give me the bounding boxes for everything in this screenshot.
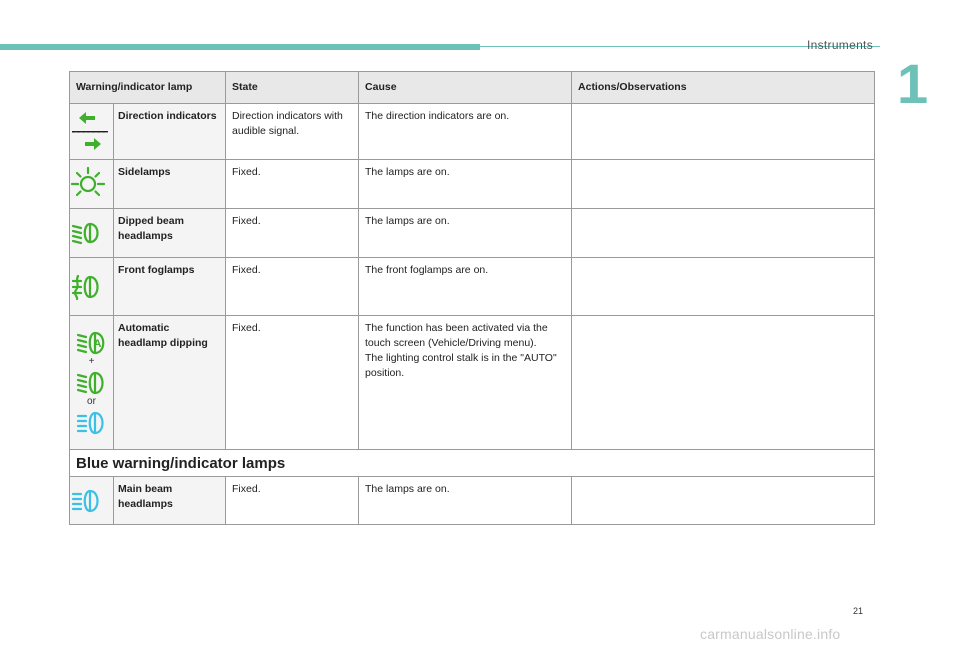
column-header-cause: Cause <box>359 72 572 104</box>
icon-separator-plus: + <box>88 355 95 367</box>
header-accent-bar <box>0 44 480 50</box>
indicator-lamps-table <box>69 71 875 525</box>
lamp-state: Fixed. <box>226 209 359 258</box>
column-header-lamp: Warning/indicator lamp <box>70 72 226 104</box>
group-heading-row <box>70 450 875 477</box>
lamp-name: Front foglamps <box>114 258 226 316</box>
dipped-beam-icon <box>70 221 113 245</box>
table-row <box>70 104 875 160</box>
lamp-cause: The lamps are on. <box>359 477 572 525</box>
lamp-cause: The front foglamps are on. <box>359 258 572 316</box>
lamp-name: Sidelamps <box>114 160 226 209</box>
lamp-icon-cell <box>70 477 114 525</box>
lamp-actions <box>572 160 875 209</box>
auto-headlamp-icon <box>75 331 109 355</box>
page-number: 21 <box>853 606 864 616</box>
table-row <box>70 209 875 258</box>
lamp-icon-cell <box>70 316 114 450</box>
lamp-actions <box>572 477 875 525</box>
group-heading: Blue warning/indicator lamps <box>70 450 875 477</box>
lamp-state: Fixed. <box>226 160 359 209</box>
lamp-state: Fixed. <box>226 316 359 450</box>
lamp-icon-cell <box>70 104 114 160</box>
automatic-headlamp-dipping-icon <box>70 331 113 435</box>
direction-indicators-icon <box>70 110 113 154</box>
icon-separator-or: or <box>87 395 96 407</box>
lamp-actions <box>572 209 875 258</box>
lamp-name: Main beam headlamps <box>114 477 226 525</box>
lamp-icon-cell <box>70 258 114 316</box>
svg-text:A: A <box>93 337 101 350</box>
table-header-row <box>70 72 875 104</box>
lamp-state: Fixed. <box>226 477 359 525</box>
lamp-name: Direction indicators <box>114 104 226 160</box>
lamp-cause-line: The lighting control stalk is in the "AUTO" position. <box>365 352 557 379</box>
table-row <box>70 477 875 525</box>
table-row <box>70 316 875 450</box>
chapter-number: 1 <box>897 52 929 115</box>
column-header-actions: Actions/Observations <box>572 72 875 104</box>
section-title: Instruments <box>807 38 873 52</box>
lamp-cause: The lamps are on. <box>359 160 572 209</box>
lamp-state: Direction indicators with audible signal. <box>226 104 359 160</box>
main-beam-icon <box>70 489 113 513</box>
lamp-state: Fixed. <box>226 258 359 316</box>
lamp-cause: The lamps are on. <box>359 209 572 258</box>
lamp-cause-line: The function has been activated via the touch screen (Vehicle/Driving menu). <box>365 322 548 349</box>
sidelamps-icon <box>70 166 113 202</box>
table-row <box>70 160 875 209</box>
lamp-cause <box>359 316 572 450</box>
lamp-cause: The direction indicators are on. <box>359 104 572 160</box>
dipped-beam-icon <box>75 371 109 395</box>
lamp-actions <box>572 316 875 450</box>
lamp-name: Automatic headlamp dipping <box>114 316 226 450</box>
table-row <box>70 258 875 316</box>
lamp-icon-cell <box>70 209 114 258</box>
lamp-actions <box>572 104 875 160</box>
watermark: carmanualsonline.info <box>700 626 841 642</box>
lamp-icon-cell <box>70 160 114 209</box>
lamp-name: Dipped beam headlamps <box>114 209 226 258</box>
column-header-state: State <box>226 72 359 104</box>
front-foglamps-icon <box>70 273 113 301</box>
main-beam-icon <box>75 411 109 435</box>
lamp-actions <box>572 258 875 316</box>
